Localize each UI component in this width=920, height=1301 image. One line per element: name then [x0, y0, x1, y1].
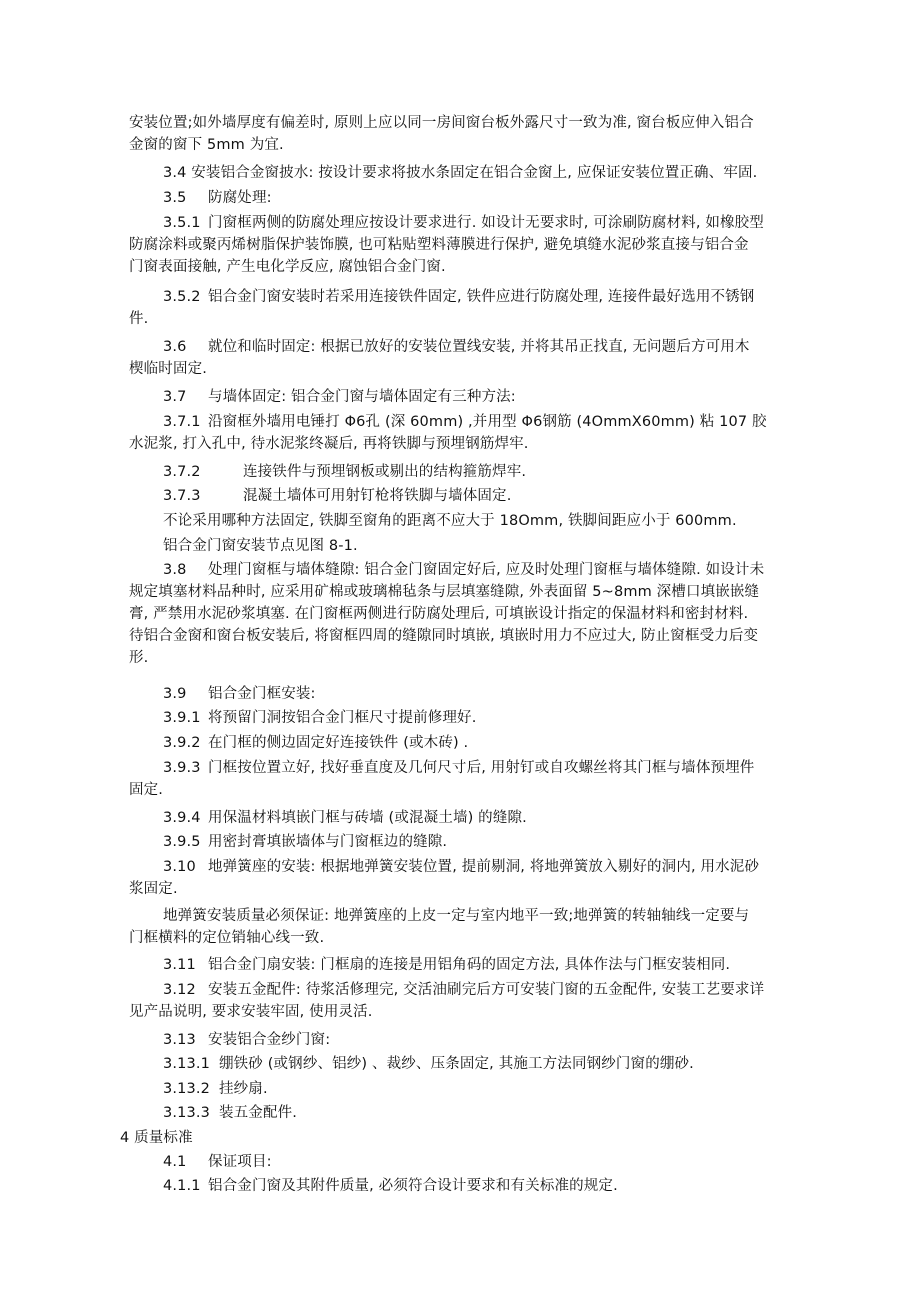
paragraph-line: 水泥浆, 打入孔中, 待水泥浆终凝后, 再将铁脚与预埋钢筋焊牢. [129, 436, 529, 452]
section-number: 3.13.1 [163, 1056, 211, 1072]
paragraph-line: 规定填塞材料品种时, 应采用矿棉或玻璃棉毡条与层填塞缝隙, 外表面留 5~8mm 深槽口填嵌嵌缝 [129, 584, 760, 600]
section-text: 将预留门洞按铝合金门框尺寸提前修理好. [208, 710, 477, 726]
section-number: 3.13.3 [163, 1105, 211, 1121]
paragraph-line: 3.4 安装铝合金窗披水: 按设计要求将披水条固定在铝合金窗上, 应保证安装位置正确、牢固. [163, 165, 758, 181]
paragraph-line [163, 980, 764, 1000]
section-text: 安装五金配件: 待浆活修理完, 交活油刷完后方可安装门窗的五金配件, 安装工艺要求详 [208, 982, 765, 998]
paragraph-line [163, 1030, 330, 1050]
paragraph-line: 门框横料的定位销轴心线一致. [129, 930, 325, 946]
paragraph-line [163, 955, 730, 975]
section-number: 3.12 [163, 982, 196, 998]
section-number: 3.5.1 [163, 215, 201, 231]
section-number: 3.9.2 [163, 735, 201, 751]
section-text: 铝合金门框安装: [208, 686, 316, 702]
section-number: 3.10 [163, 859, 196, 875]
paragraph-line [163, 188, 272, 208]
paragraph-line: 门窗表面接触, 产生电化学反应, 腐蚀铝合金门窗. [129, 259, 446, 275]
paragraph-line: 地弹簧安装质量必须保证: 地弹簧座的上皮一定与室内地平一致;地弹簧的转轴轴线一定要与 [163, 908, 750, 924]
section-text: 装五金配件. [219, 1105, 298, 1121]
section-number: 3.7.3 [163, 488, 201, 504]
paragraph-line: 铝合金门窗安装节点见图 8-1. [163, 538, 358, 554]
section-text: 沿窗框外墙用电锤打 Φ6孔 (深 60mm) ,并用型 Φ6钢筋 (4OmmX60mm) 粘 107 胶 [208, 414, 767, 430]
paragraph-line [163, 1103, 297, 1123]
paragraph-line [163, 1079, 268, 1099]
paragraph-line: 膏, 严禁用水泥砂浆填塞. 在门窗框两侧进行防腐处理后, 可填嵌设计指定的保温材料和密封材料. [129, 606, 749, 622]
paragraph-line [163, 708, 476, 728]
section-text: 铝合金门窗及其附件质量, 必须符合设计要求和有关标准的规定. [208, 1178, 618, 1194]
section-number: 3.8 [163, 562, 187, 578]
section-number: 3.11 [163, 957, 196, 973]
paragraph-line: 待铝合金窗和窗台板安装后, 将窗框四周的缝隙同时填嵌, 填嵌时用力不应过大, 防止窗框受力后变 [129, 628, 759, 644]
paragraph-line [163, 684, 316, 704]
section-text: 在门框的侧边固定好连接铁件 (或木砖) . [208, 735, 469, 751]
section-text: 安装铝合金纱门窗: [208, 1032, 331, 1048]
paragraph-line: 安装位置;如外墙厚度有偏差时, 原则上应以同一房间窗台板外露尺寸一致为准, 窗台板应伸入铝合 [129, 115, 754, 131]
section-text: 用密封膏填嵌墙体与门窗框边的缝隙. [208, 834, 448, 850]
section-number: 4.1.1 [163, 1178, 201, 1194]
paragraph-line: 见产品说明, 要求安装牢固, 使用灵活. [129, 1004, 373, 1020]
section-text: 与墙体固定: 铝合金门窗与墙体固定有三种方法: [208, 389, 516, 405]
paragraph-line [163, 337, 750, 357]
section-number: 3.13 [163, 1032, 196, 1048]
section-text: 挂纱扇. [219, 1081, 268, 1097]
paragraph-line: 金窗的窗下 5mm 为宜. [129, 137, 284, 153]
paragraph-line [163, 462, 526, 482]
paragraph-line [163, 560, 764, 580]
section-number: 3.6 [163, 339, 187, 355]
paragraph-line [163, 1054, 694, 1074]
paragraph-line: 形. [129, 650, 149, 666]
paragraph-line: 不论采用哪种方法固定, 铁脚至窗角的距离不应大于 18Omm, 铁脚间距应小于 600mm. [163, 513, 737, 529]
section-text: 防腐处理: [208, 190, 272, 206]
paragraph-line [163, 808, 527, 828]
section-text: 处理门窗框与墙体缝隙: 铝合金门窗固定好后, 应及时处理门窗框与墙体缝隙. 如设计未 [208, 562, 765, 578]
paragraph-line [163, 287, 754, 307]
paragraph-line: 防腐涂料或聚丙烯树脂保护装饰膜, 也可粘贴塑料薄膜进行保护, 避免填缝水泥砂浆直接与铝合金 [129, 237, 749, 253]
paragraph-line [163, 832, 447, 852]
section-text: 用保温材料填嵌门框与砖墙 (或混凝土墙) 的缝隙. [208, 810, 527, 826]
paragraph-line: 楔临时固定. [129, 361, 208, 377]
section-text: 门窗框两侧的防腐处理应按设计要求进行. 如设计无要求时, 可涂刷防腐材料, 如橡胶型 [208, 215, 764, 231]
section-text: 就位和临时固定: 根据已放好的安装位置线安装, 并将其吊正找直, 无问题后方可用木 [208, 339, 750, 355]
paragraph-line: 固定. [129, 782, 164, 798]
section-number: 3.5 [163, 190, 187, 206]
section-number: 3.9.3 [163, 760, 201, 776]
section-text: 铝合金门扇安装: 门框扇的连接是用铝角码的固定方法, 具体作法与门框安装相同. [208, 957, 731, 973]
section-number: 4.1 [163, 1154, 187, 1170]
section-text: 门框按位置立好, 找好垂直度及几何尺寸后, 用射钉或自攻螺丝将其门框与墙体预埋件 [208, 760, 755, 776]
section-number: 3.7 [163, 389, 187, 405]
section-number: 3.5.2 [163, 289, 201, 305]
section-number: 3.7.2 [163, 464, 201, 480]
paragraph-line [163, 412, 767, 432]
paragraph-line [163, 1176, 618, 1196]
section-number: 3.13.2 [163, 1081, 211, 1097]
paragraph-line [163, 486, 511, 506]
section-number: 3.9.5 [163, 834, 201, 850]
section-number: 3.9.1 [163, 710, 201, 726]
paragraph-line [163, 387, 516, 407]
section-text: 地弹簧座的安装: 根据地弹簧安装位置, 提前剔洞, 将地弹簧放入剔好的洞内, 用水泥砂 [208, 859, 760, 875]
paragraph-line [163, 733, 468, 753]
section-number: 3.9.4 [163, 810, 201, 826]
paragraph-line: 件. [129, 311, 149, 327]
paragraph-line: 浆固定. [129, 881, 178, 897]
section-text: 绷铁砂 (或钢纱、铝纱) 、裁纱、压条固定, 其施工方法同钢纱门窗的绷砂. [219, 1056, 694, 1072]
paragraph-line [163, 213, 764, 233]
section-number: 3.9 [163, 686, 187, 702]
section-text: 混凝土墙体可用射钉枪将铁脚与墙体固定. [243, 488, 512, 504]
paragraph-line [163, 857, 759, 877]
paragraph-line: 4 质量标准 [120, 1130, 193, 1146]
section-number: 3.7.1 [163, 414, 201, 430]
section-text: 连接铁件与预埋钢板或剔出的结构箍筋焊牢. [243, 464, 527, 480]
section-text: 保证项目: [208, 1154, 272, 1170]
section-text: 铝合金门窗安装时若采用连接铁件固定, 铁件应进行防腐处理, 连接件最好选用不锈钢 [208, 289, 755, 305]
paragraph-line [163, 758, 754, 778]
paragraph-line [163, 1152, 272, 1172]
